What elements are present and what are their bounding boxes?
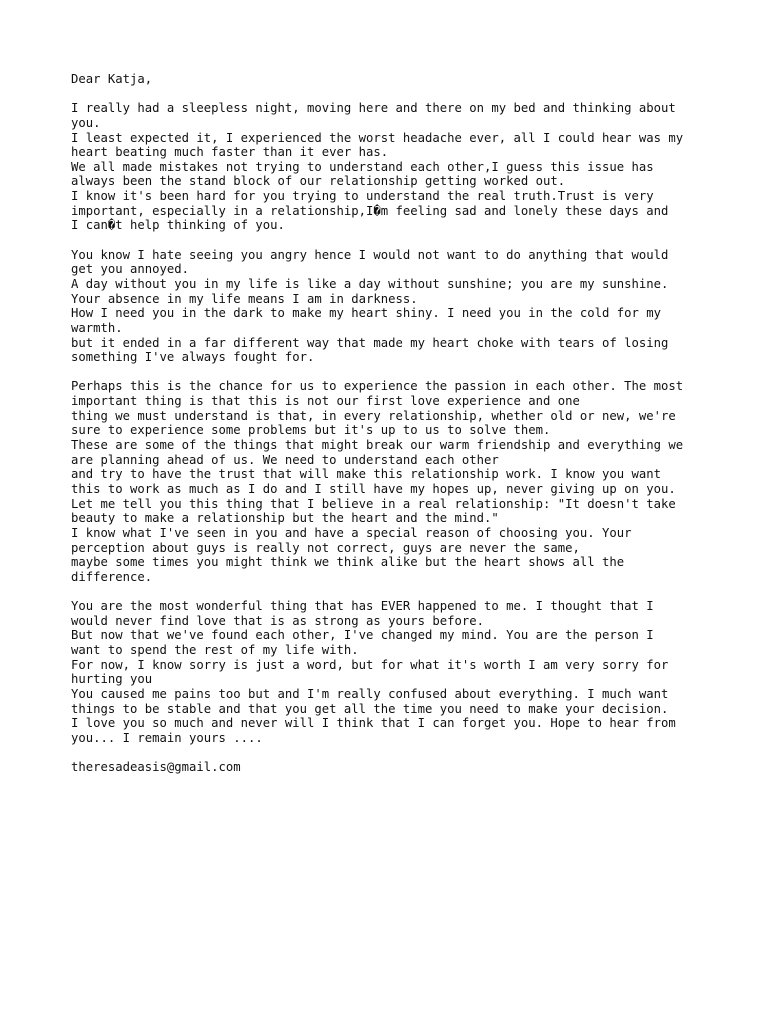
text-line: things to be stable and that you get all the time you need to make your decision. bbox=[71, 701, 669, 716]
text-line: You know I hate seeing you angry hence I would not want to do anything that would bbox=[71, 247, 669, 262]
text-line: But now that we've found each other, I've changed my mind. You are the person I bbox=[71, 628, 654, 643]
paragraph-1 bbox=[71, 101, 711, 233]
text-line: I really had a sleepless night, moving here and there on my bed and thinking about bbox=[71, 101, 676, 116]
text-line: A day without you in my life is like a day without sunshine; you are my sunshine. bbox=[71, 276, 669, 291]
text-line: I love you so much and never will I think that I can forget you. Hope to hear from bbox=[71, 716, 676, 731]
text-line: I know it's been hard for you trying to understand the real truth.Trust is very bbox=[71, 189, 654, 204]
text-line: but it ended in a far different way that made my heart choke with tears of losing bbox=[71, 335, 669, 350]
text-line: important, especially in a relationship,I�m feeling sad and lonely these days and bbox=[71, 203, 669, 218]
text-line: I know what I've seen in you and have a special reason of choosing you. Your bbox=[71, 525, 632, 540]
text-line: always been the stand block of our relationship getting worked out. bbox=[71, 174, 566, 189]
text-line: Your absence in my life means I am in darkness. bbox=[71, 291, 418, 306]
paragraph-2 bbox=[71, 248, 711, 365]
text-line: maybe some times you might think we think alike but the heart shows all the bbox=[71, 555, 625, 570]
text-line: are planning ahead of us. We need to understand each other bbox=[71, 452, 499, 467]
text-line: this to work as much as I do and I still have my hopes up, never giving up on you. bbox=[71, 481, 676, 496]
paragraph-gap bbox=[71, 365, 711, 380]
text-line: difference. bbox=[71, 569, 153, 584]
text-line: Perhaps this is the chance for us to experience the passion in each other. The most bbox=[71, 379, 684, 394]
text-line: perception about guys is really not correct, guys are never the same, bbox=[71, 540, 580, 555]
text-line: How I need you in the dark to make my heart shiny. I need you in the cold for my bbox=[71, 306, 662, 321]
text-line: get you annoyed. bbox=[71, 262, 190, 277]
text-line: I can�t help thinking of you. bbox=[71, 218, 285, 233]
text-line: I least expected it, I experienced the worst headache ever, all I could hear was my bbox=[71, 130, 684, 145]
paragraph-gap bbox=[71, 584, 711, 599]
paragraph-gap bbox=[71, 87, 711, 102]
text-line: hurting you bbox=[71, 672, 153, 687]
paragraph-gap bbox=[71, 745, 711, 760]
text-line: warmth. bbox=[71, 320, 123, 335]
text-line: important thing is that this is not our first love experience and one bbox=[71, 394, 580, 409]
text-line: you... I remain yours .... bbox=[71, 730, 263, 745]
signature-email: theresadeasis@gmail.com bbox=[71, 760, 241, 775]
salutation: Dear Katja, bbox=[71, 72, 153, 86]
text-line: beauty to make a relationship but the heart and the mind." bbox=[71, 511, 499, 526]
text-line: sure to experience some problems but it's up to us to solve them. bbox=[71, 423, 551, 438]
text-line: These are some of the things that might break our warm friendship and everything we bbox=[71, 438, 684, 453]
text-line: would never find love that is as strong as yours before. bbox=[71, 613, 485, 628]
text-line: something I've always fought for. bbox=[71, 350, 315, 365]
text-line: We all made mistakes not trying to understand each other,I guess this issue has bbox=[71, 159, 654, 174]
text-line: you. bbox=[71, 115, 101, 130]
text-line: want to spend the rest of my life with. bbox=[71, 642, 359, 657]
text-line: You are the most wonderful thing that has EVER happened to me. I thought that I bbox=[71, 599, 654, 614]
paragraph-gap bbox=[71, 233, 711, 248]
text-line: heart beating much faster than it ever has. bbox=[71, 145, 389, 160]
text-line: and try to have the trust that will make this relationship work. I know you want bbox=[71, 467, 662, 482]
text-line: For now, I know sorry is just a word, but for what it's worth I am very sorry for bbox=[71, 657, 669, 672]
text-line: thing we must understand is that, in every relationship, whether old or new, we're bbox=[71, 408, 676, 423]
text-line: You caused me pains too but and I'm really confused about everything. I much want bbox=[71, 686, 669, 701]
paragraph-3 bbox=[71, 379, 711, 584]
letter-page bbox=[71, 72, 711, 775]
text-line: Let me tell you this thing that I believe in a real relationship: "It doesn't take bbox=[71, 496, 676, 511]
paragraph-4 bbox=[71, 599, 711, 745]
